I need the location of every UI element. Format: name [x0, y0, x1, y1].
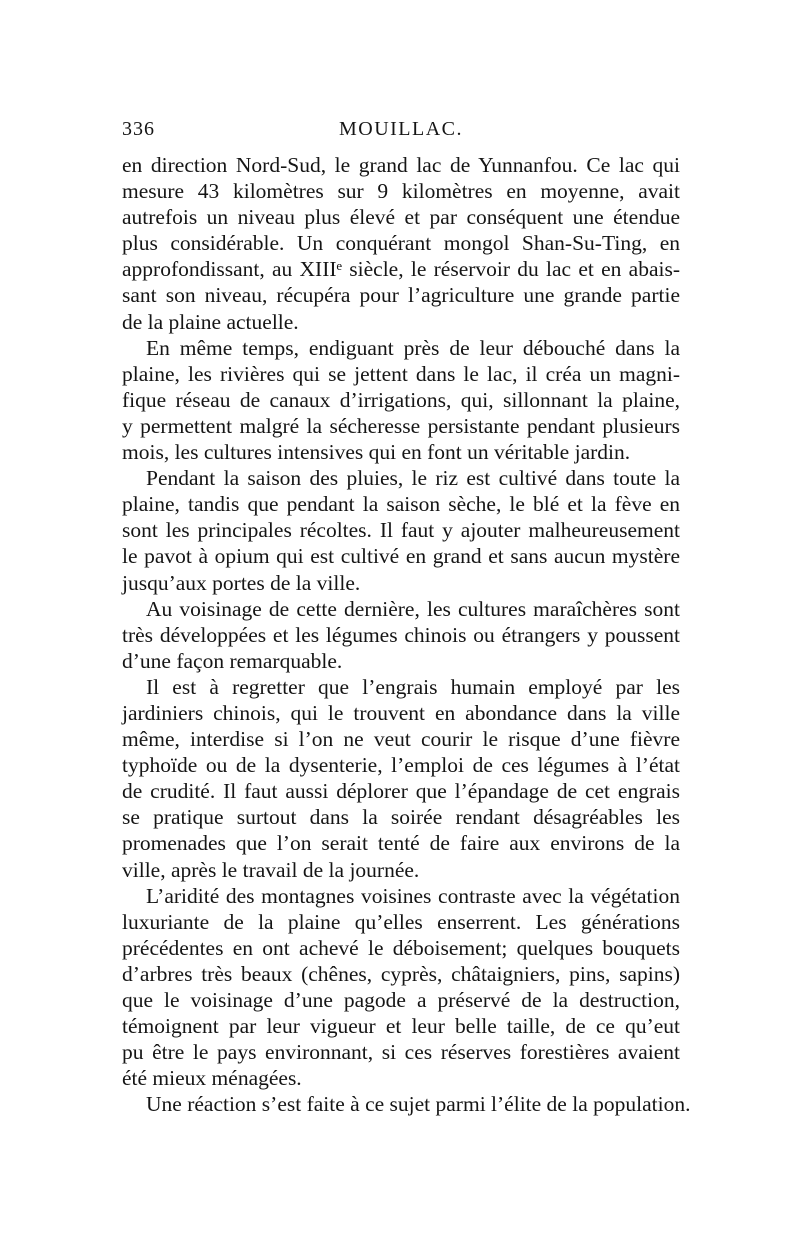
- text-line: que le voisinage d’une pagode a préservé de la destruction,: [122, 988, 680, 1012]
- text-line: plaine, tandis que pendant la saison sèche, le blé et la fève en: [122, 492, 680, 517]
- text-line: d’une façon remarquable.: [122, 648, 343, 673]
- text-line: de la plaine actuelle.: [122, 309, 299, 334]
- text-line: Pendant la saison des pluies, le riz est cultivé dans toute la: [146, 466, 680, 491]
- text-line: sont les principales récoltes. Il faut y ajouter malheureusement: [122, 518, 680, 543]
- text-line: typhoïde ou de la dysenterie, l’emploi de ces légumes à l’état: [122, 753, 680, 778]
- text-line: ville, après le travail de la journée.: [122, 857, 420, 882]
- text-line: d’arbres très beaux (chênes, cyprès, châtaigniers, pins, sapins): [122, 961, 680, 986]
- text-line: le pavot à opium qui est cultivé en grand et sans aucun mystère: [122, 544, 680, 569]
- paragraph: [122, 596, 680, 674]
- text-line: se pratique surtout dans la soirée rendant désagréables les: [122, 805, 680, 830]
- paragraph: [122, 883, 680, 1092]
- text-line: Au voisinage de cette dernière, les cultures maraîchères sont: [146, 596, 680, 621]
- text-line: mois, les cultures intensives qui en font un véritable jardin.: [122, 440, 631, 465]
- text-line: de crudité. Il faut aussi déplorer que l’épandage de cet engrais: [122, 779, 680, 804]
- text-line: plaine, les rivières qui se jettent dans le lac, il créa un magni-: [122, 361, 680, 386]
- text-line: fique réseau de canaux d’irrigations, qui, sillonnant la plaine,: [122, 387, 680, 412]
- page-header: [122, 118, 680, 148]
- text-line: y permettent malgré la sécheresse persistante pendant plusieurs: [122, 413, 680, 438]
- paragraph: [122, 335, 680, 465]
- body-text: [122, 152, 691, 1117]
- text-line: été mieux ménagées.: [122, 1066, 302, 1091]
- text-line: L’aridité des montagnes voisines contraste avec la végétation: [146, 883, 680, 908]
- text-line: approfondissant, au XIIIᵉ siècle, le réservoir du lac et en abais-: [122, 257, 680, 282]
- text-line: promenades que l’on serait tenté de faire aux environs de la: [122, 831, 680, 856]
- text-line: jardiniers chinois, qui le trouvent en abondance dans la ville: [122, 700, 680, 725]
- text-line: témoignent par leur vigueur et leur belle taille, de ce qu’eut: [122, 1014, 680, 1039]
- running-head: MOUILLAC.: [338, 118, 464, 140]
- text-line: jusqu’aux portes de la ville.: [122, 570, 361, 595]
- text-line: luxuriante de la plaine qu’elles enserrent. Les générations: [122, 909, 680, 934]
- text-line: En même temps, endiguant près de leur débouché dans la: [146, 335, 680, 360]
- paragraph: [122, 465, 680, 595]
- page-number: 336: [122, 118, 155, 140]
- text-line: très développées et les légumes chinois ou étrangers y poussent: [122, 622, 680, 647]
- text-line: autrefois un niveau plus élevé et par conséquent une étendue: [122, 205, 680, 230]
- text-line: sant son niveau, récupéra pour l’agriculture une grande partie: [122, 283, 680, 308]
- text-line: en direction Nord-Sud, le grand lac de Yunnanfou. Ce lac qui: [122, 153, 680, 177]
- text-line: même, interdise si l’on ne veut courir le risque d’une fièvre: [122, 727, 680, 752]
- paragraph: [122, 152, 680, 335]
- text-line: plus considérable. Un conquérant mongol Shan-Su-Ting, en: [122, 231, 680, 256]
- paragraph: [122, 1091, 691, 1117]
- text-line: Une réaction s’est faite à ce sujet parmi l’élite de la population.: [146, 1092, 691, 1117]
- paragraph: [122, 674, 680, 883]
- text-line: pu être le pays environnant, si ces réserves forestières avaient: [122, 1040, 680, 1065]
- text-line: Il est à regretter que l’engrais humain employé par les: [146, 674, 680, 699]
- text-line: mesure 43 kilomètres sur 9 kilomètres en moyenne, avait: [122, 179, 680, 204]
- text-line: précédentes en ont achevé le déboisement; quelques bouquets: [122, 935, 680, 960]
